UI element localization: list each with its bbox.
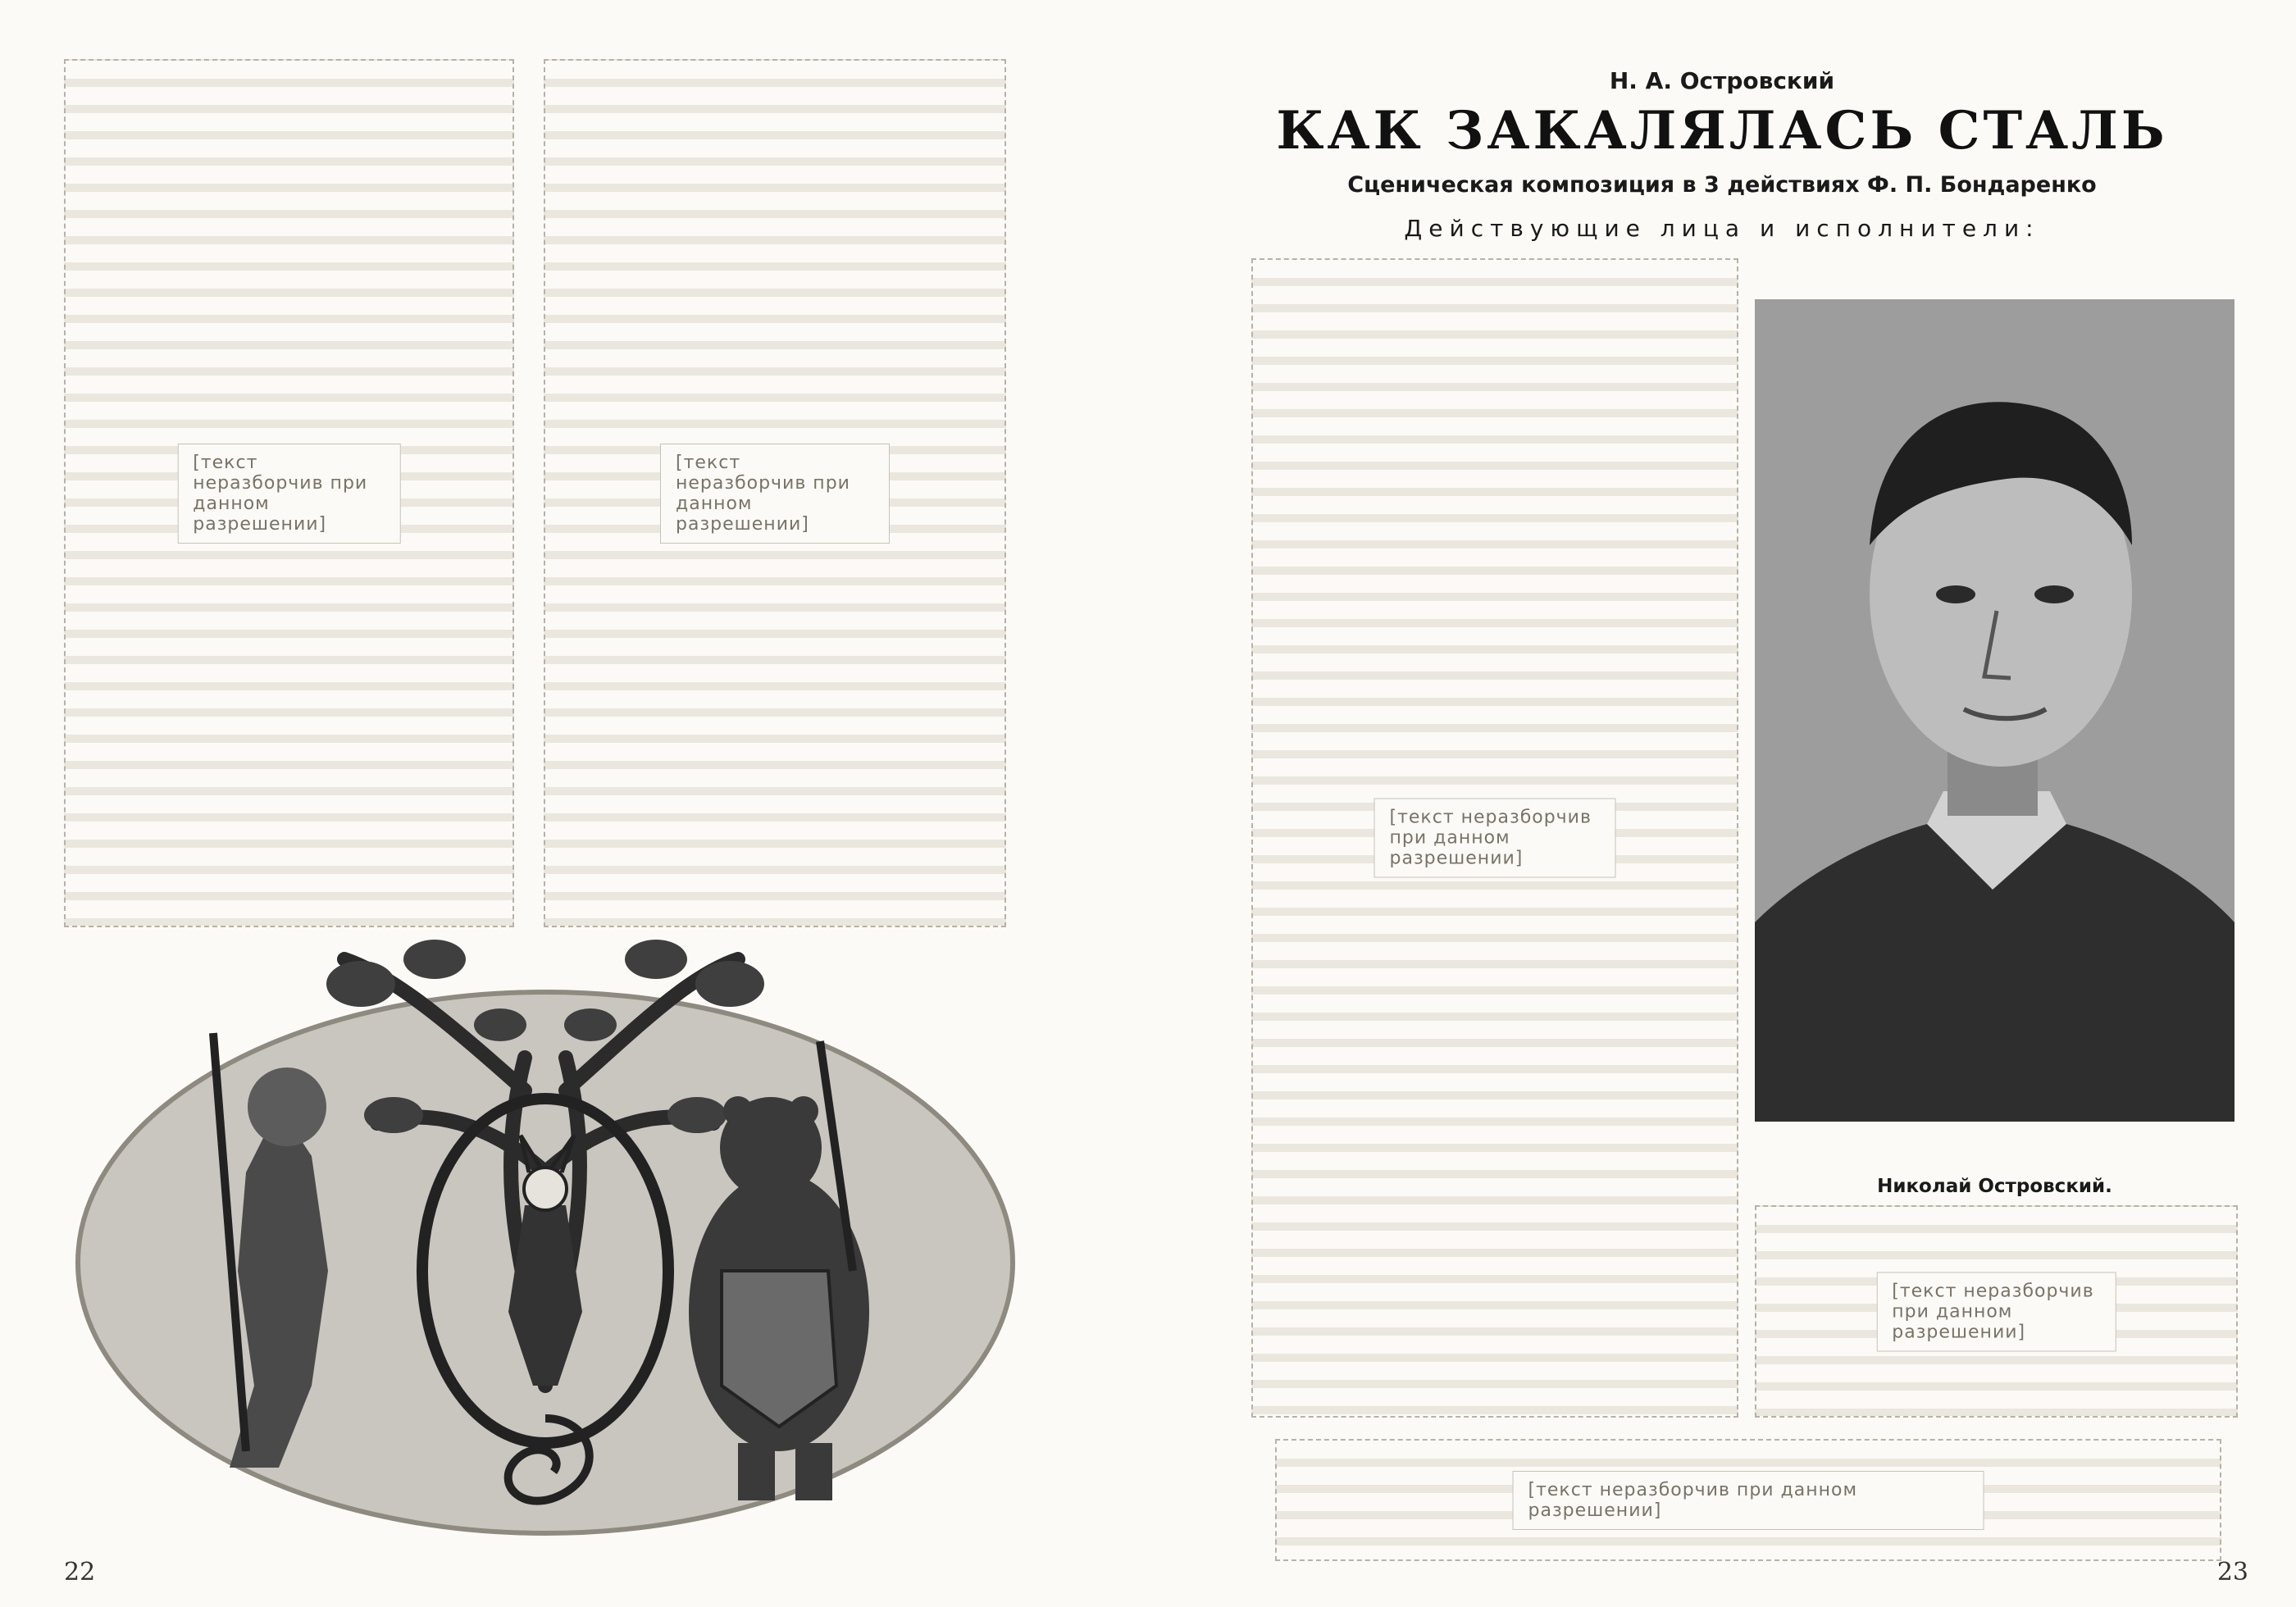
portrait-caption: Николай Островский. (1877, 1176, 2112, 1197)
unreadable-note: [текст неразборчив при данном разрешении] (660, 444, 890, 544)
left-column-text (64, 59, 514, 927)
play-subtitle: Сценическая композиция в 3 действиях Ф. П. Бондаренко (1347, 172, 2097, 198)
left-eye (1936, 585, 1975, 603)
play-title: КАК ЗАКАЛЯЛАСЬ СТАЛЬ (1276, 100, 2168, 162)
production-credits (1275, 1439, 2221, 1561)
author-name: Н. А. Островский (1609, 67, 1835, 94)
page-number: 22 (64, 1558, 96, 1587)
right-page (1148, 0, 2296, 1607)
unreadable-note: [текст неразборчив при данном разрешении] (1513, 1471, 1984, 1530)
page-number: 23 (2216, 1558, 2248, 1587)
folk-illustration (66, 926, 1025, 1550)
unreadable-note: [текст неразборчив при данном разрешении] (177, 444, 401, 544)
cast-list (1251, 258, 1738, 1418)
right-eye (2034, 585, 2074, 603)
author-portrait (1755, 299, 2234, 1122)
cast-list-continued (1755, 1205, 2238, 1418)
unreadable-note: [текст неразборчив при данном разрешении] (1374, 799, 1616, 878)
right-column-text (544, 59, 1006, 927)
cast-heading: Действующие лица и исполнители: (1404, 215, 2040, 242)
unreadable-note: [текст неразборчив при данном разрешении] (1876, 1272, 2116, 1351)
